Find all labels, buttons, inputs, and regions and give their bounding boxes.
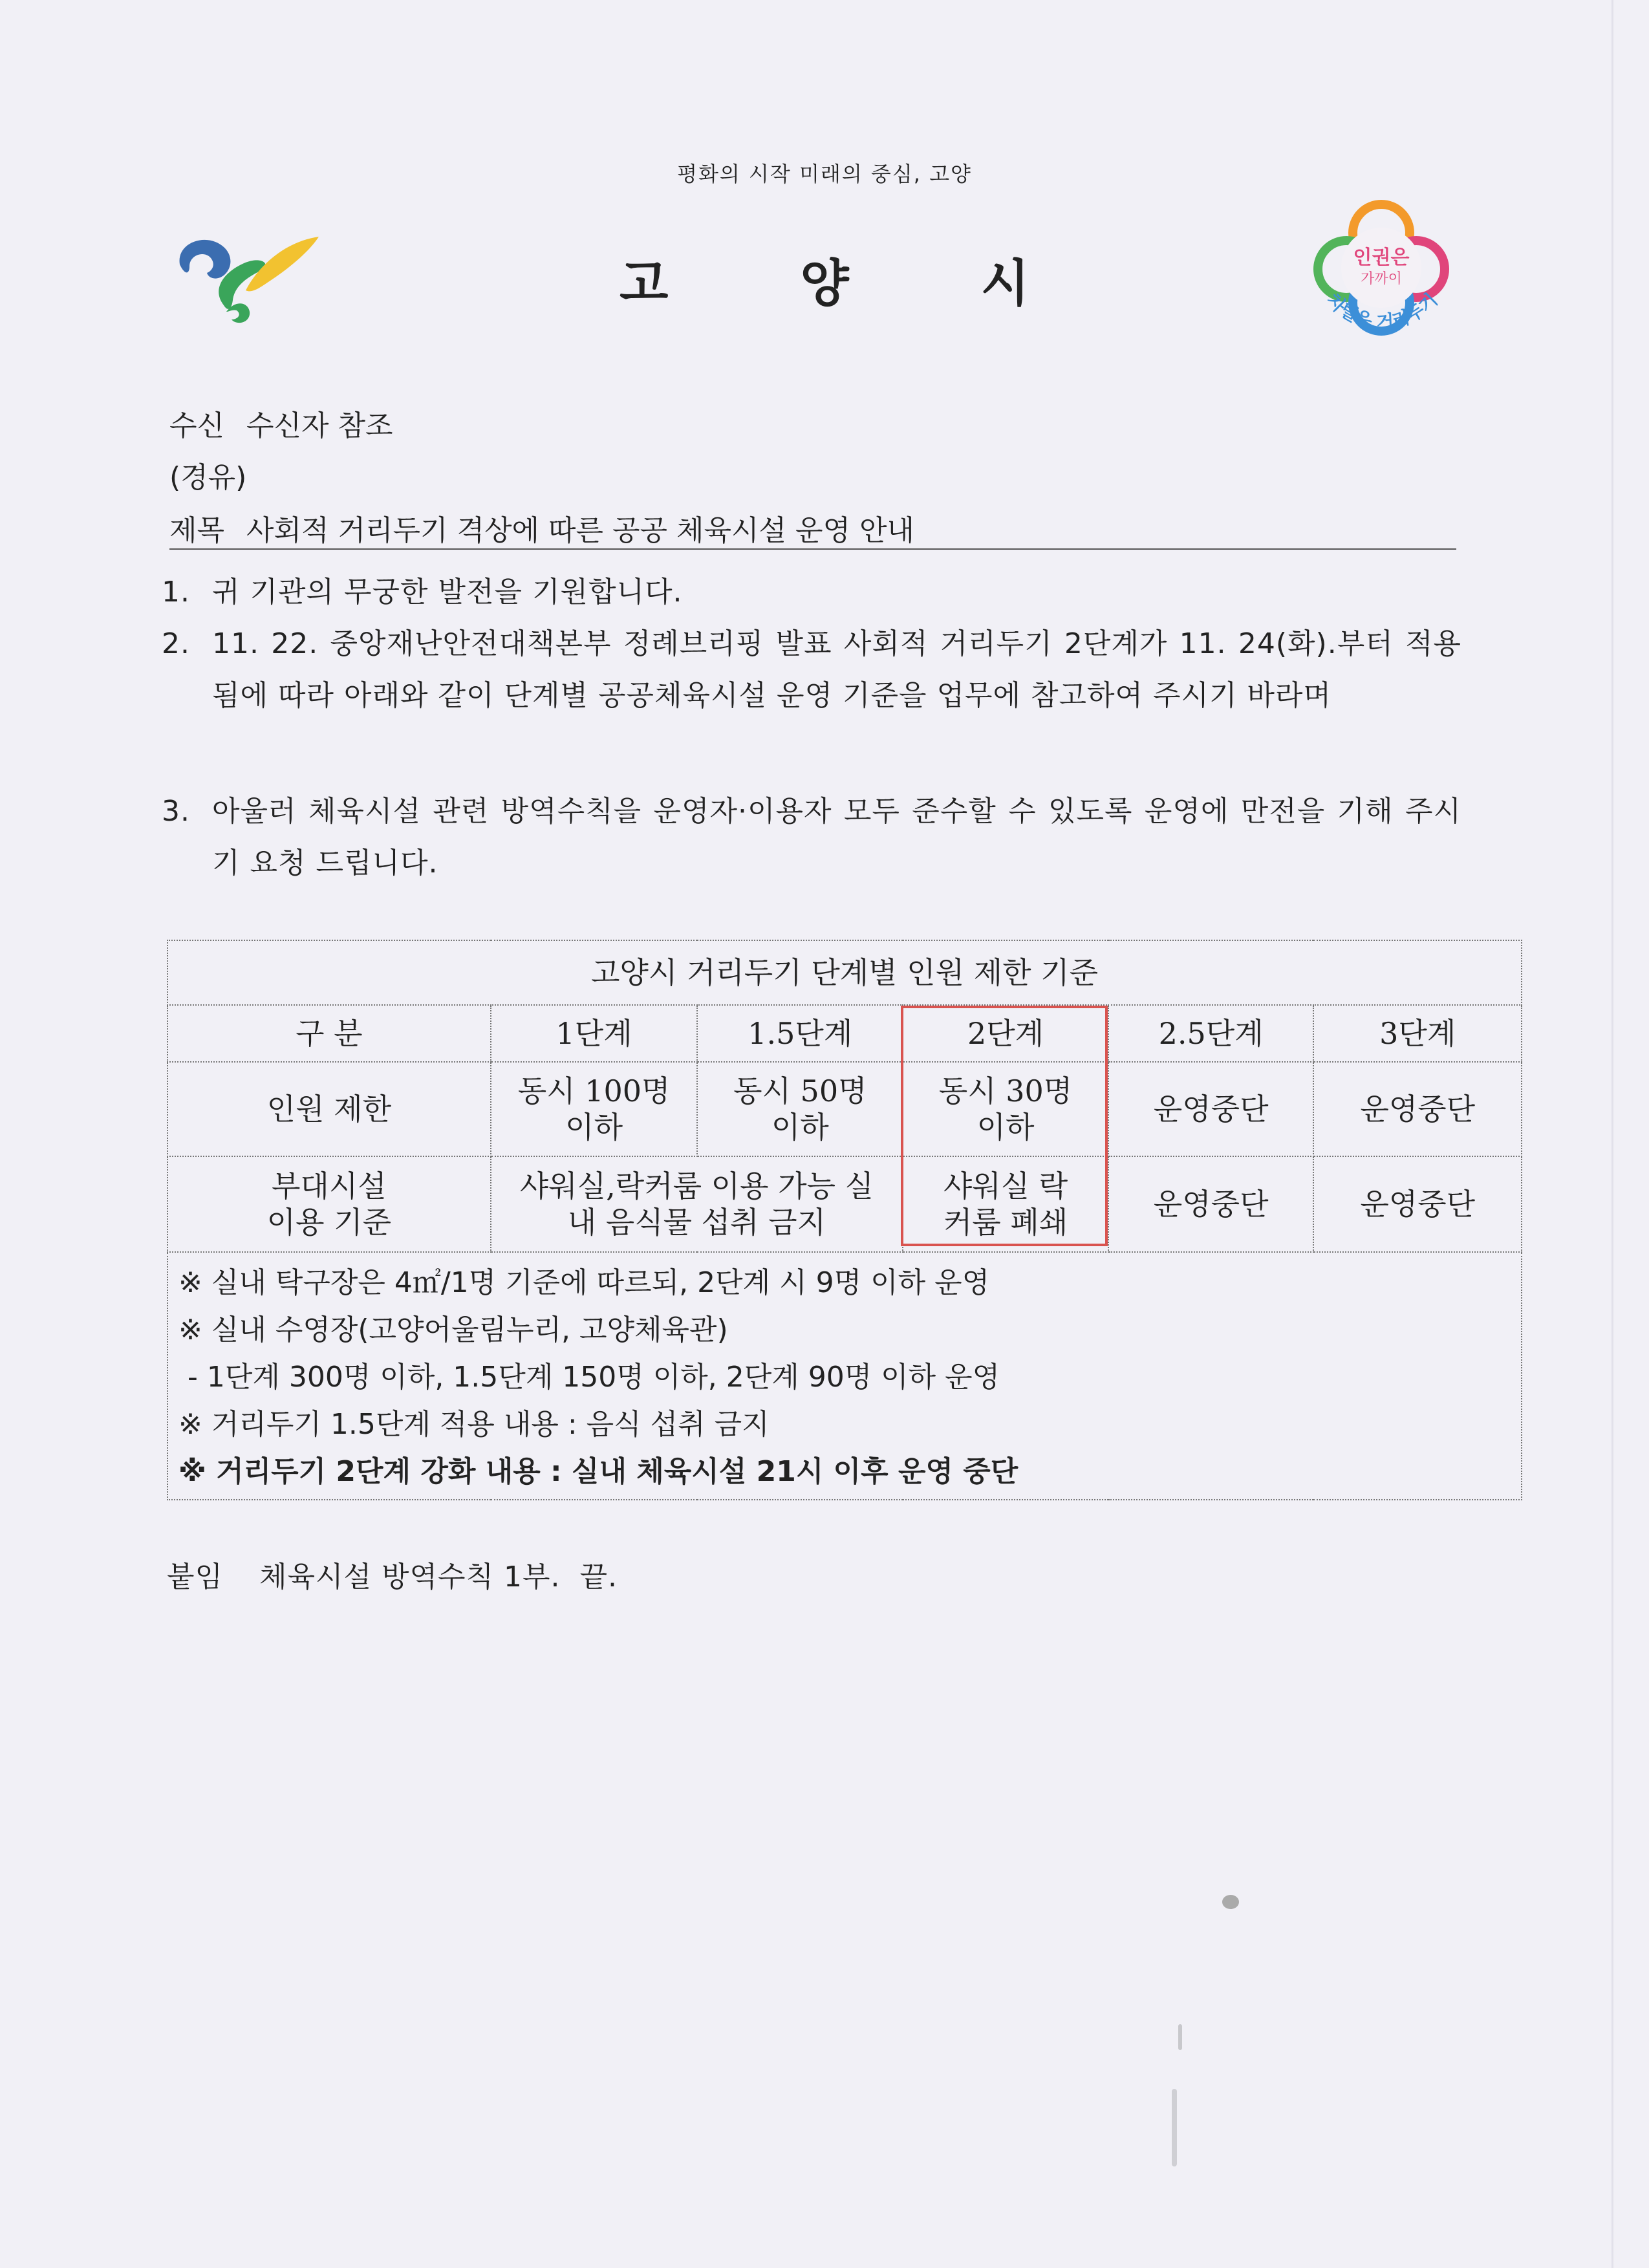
attachment-text: 체육시설 방역수칙 1부. 끝. <box>259 1561 618 1593</box>
page-edge <box>1611 0 1613 2268</box>
table-cell: 운영중단 <box>1313 1156 1522 1252</box>
scan-speck <box>1178 2024 1182 2050</box>
item-number: 2. <box>162 627 190 660</box>
org-char: 고 <box>619 255 669 313</box>
note-line-bold: ※ 거리두기 2단계 강화 내용 : 실내 체육시설 21시 이후 운영 중단 <box>178 1455 1018 1488</box>
subject-line <box>169 507 914 548</box>
recipient-line <box>169 402 393 444</box>
table-cell: 동시 50명 이하 <box>697 1062 903 1156</box>
table-cell: 샤워실,락커룸 이용 가능 실내 음식물 섭취 금지 <box>491 1156 903 1252</box>
org-char: 양 <box>800 255 849 313</box>
table-cell: 샤워실 락커룸 폐쇄 <box>903 1156 1108 1252</box>
row-label: 부대시설 이용 기준 <box>167 1156 491 1252</box>
level-2-highlight-box <box>901 1006 1108 1246</box>
table-header-row <box>167 1005 1522 1062</box>
table-cell: 동시 100명 이하 <box>491 1062 698 1156</box>
item-text: 아울러 체육시설 관련 방역수칙을 운영자·이용자 모두 준수할 수 있도록 운영에 만전을 기해 주시기 요청 드립니다. <box>212 795 1461 880</box>
badge-arc-text: 차별은 거리두기 <box>1322 289 1442 333</box>
body-item-3 <box>162 786 1461 889</box>
column-header: 구 분 <box>167 1005 491 1062</box>
body-item-1 <box>162 567 1461 618</box>
item-text: 11. 22. 중앙재난안전대책본부 정례브리핑 발표 사회적 거리두기 2단계가 11. 24(화).부터 적용됨에 따라 아래와 같이 단계별 공공체육시설 운영 기준을 업무에 참고하여 주시기 바라며 <box>212 627 1461 712</box>
attachment-label: 붙임 <box>167 1561 224 1593</box>
table-row <box>167 1062 1522 1156</box>
column-header: 3단계 <box>1313 1005 1522 1062</box>
table-cell: 운영중단 <box>1108 1156 1314 1252</box>
via-line <box>169 454 246 495</box>
item-number: 1. <box>162 576 190 609</box>
recipient-value: 수신자 참조 <box>246 409 393 442</box>
item-text: 귀 기관의 무궁한 발전을 기원합니다. <box>212 576 683 609</box>
header-divider <box>169 548 1456 550</box>
note-line: ※ 거리두기 1.5단계 적용 내용 : 음식 섭취 금지 <box>178 1408 770 1441</box>
column-header: 1단계 <box>491 1005 698 1062</box>
table-notes-row <box>167 1252 1522 1500</box>
table-row <box>167 1156 1522 1252</box>
human-rights-badge-logo <box>1306 193 1456 362</box>
motto: 평화의 시작 미래의 중심, 고양 <box>677 162 972 186</box>
note-line: - 1단계 300명 이하, 1.5단계 150명 이하, 2단계 90명 이하 운영 <box>178 1361 1000 1394</box>
row-label: 인원 제한 <box>167 1062 491 1156</box>
recipient-label: 수신 <box>169 409 225 442</box>
table-title-row <box>167 940 1522 1005</box>
table-notes <box>167 1252 1522 1500</box>
badge-mid-text: 가까이 <box>1361 271 1402 287</box>
note-line: ※ 실내 탁구장은 4㎡/1명 기준에 따르되, 2단계 시 9명 이하 운영 <box>178 1266 990 1299</box>
scan-speck <box>1222 1895 1239 1909</box>
distancing-standards-table <box>167 940 1522 1500</box>
table-title: 고양시 거리두기 단계별 인원 제한 기준 <box>167 940 1522 1005</box>
table-cell: 운영중단 <box>1313 1062 1522 1156</box>
item-number: 3. <box>162 795 190 828</box>
attachment-line <box>167 1553 618 1595</box>
note-line: ※ 실내 수영장(고양어울림누리, 고양체육관) <box>178 1313 728 1346</box>
org-char: 시 <box>980 255 1030 313</box>
table-cell: 운영중단 <box>1108 1062 1314 1156</box>
table-cell: 동시 30명 이하 <box>903 1062 1108 1156</box>
scan-speck <box>1172 2089 1177 2166</box>
column-header: 2단계 <box>903 1005 1108 1062</box>
subject-label: 제목 <box>169 514 225 547</box>
via-label: (경유) <box>169 461 247 494</box>
column-header: 2.5단계 <box>1108 1005 1314 1062</box>
column-header: 1.5단계 <box>697 1005 903 1062</box>
badge-top-text: 인권은 <box>1353 246 1410 269</box>
body-item-2 <box>162 618 1461 722</box>
subject-value: 사회적 거리두기 격상에 따른 공공 체육시설 운영 안내 <box>246 514 915 547</box>
